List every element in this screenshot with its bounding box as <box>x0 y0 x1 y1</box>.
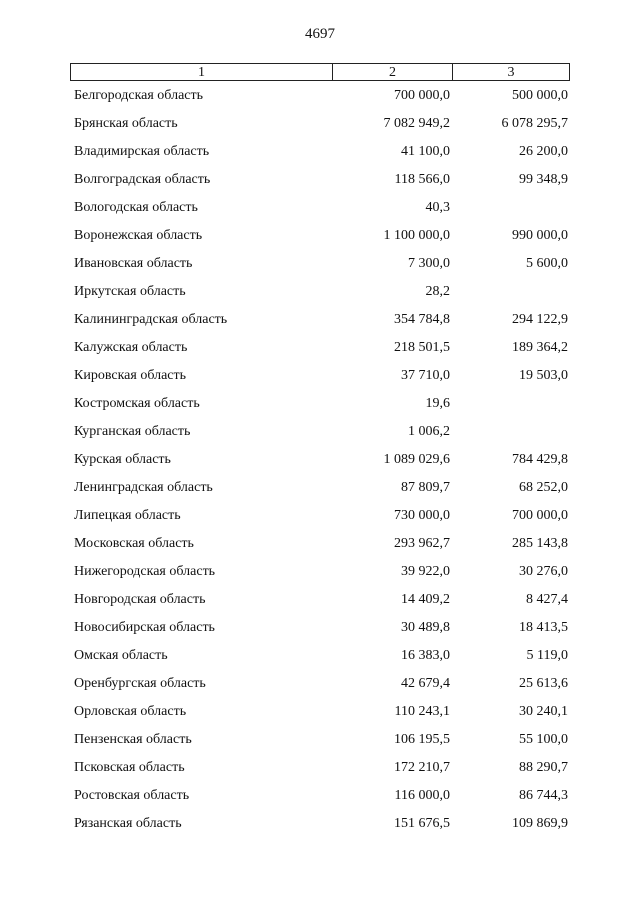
value-col-2: 354 784,8 <box>394 312 450 327</box>
value-col-3: 8 427,4 <box>526 592 568 607</box>
value-col-2: 293 962,7 <box>394 536 450 551</box>
table-row <box>70 782 570 810</box>
value-col-3: 30 276,0 <box>519 564 568 579</box>
value-col-3: 784 429,8 <box>512 452 568 467</box>
value-col-3: 700 000,0 <box>512 508 568 523</box>
value-col-2: 151 676,5 <box>394 816 450 831</box>
column-header-1: 1 <box>71 64 333 80</box>
table-row <box>70 306 570 334</box>
table-row <box>70 390 570 418</box>
value-col-2: 16 383,0 <box>401 648 450 663</box>
value-col-3: 99 348,9 <box>519 172 568 187</box>
region-name: Калужская область <box>74 340 188 355</box>
page-number: 4697 <box>305 26 335 42</box>
region-name: Калининградская область <box>74 312 228 327</box>
value-col-3: 285 143,8 <box>512 536 568 551</box>
value-col-2: 1 089 029,6 <box>383 452 450 467</box>
value-col-3: 19 503,0 <box>519 368 568 383</box>
table-row <box>70 586 570 614</box>
value-col-2: 30 489,8 <box>401 620 450 635</box>
value-col-3: 5 119,0 <box>526 648 568 663</box>
value-col-2: 14 409,2 <box>401 592 450 607</box>
value-col-2: 218 501,5 <box>394 340 450 355</box>
value-col-2: 700 000,0 <box>394 88 450 103</box>
value-col-3: 18 413,5 <box>519 620 568 635</box>
value-col-2: 39 922,0 <box>401 564 450 579</box>
value-col-3: 294 122,9 <box>512 312 568 327</box>
table-row <box>70 334 570 362</box>
value-col-3: 25 613,6 <box>519 676 568 691</box>
value-col-2: 87 809,7 <box>401 480 450 495</box>
value-col-3: 88 290,7 <box>519 760 568 775</box>
region-name: Ивановская область <box>74 256 193 271</box>
value-col-3: 26 200,0 <box>519 144 568 159</box>
region-name: Оренбургская область <box>74 676 206 691</box>
value-col-3: 30 240,1 <box>519 704 568 719</box>
value-col-2: 40,3 <box>425 200 450 215</box>
value-col-2: 7 300,0 <box>408 256 450 271</box>
column-header-2: 2 <box>333 64 453 80</box>
table-row <box>70 446 570 474</box>
value-col-2: 28,2 <box>425 284 450 299</box>
table-row <box>70 670 570 698</box>
value-col-2: 7 082 949,2 <box>383 116 450 131</box>
table-body <box>70 82 570 838</box>
value-col-2: 1 100 000,0 <box>383 228 450 243</box>
region-name: Воронежская область <box>74 228 203 243</box>
value-col-2: 730 000,0 <box>394 508 450 523</box>
region-name: Рязанская область <box>74 816 182 831</box>
value-col-2: 41 100,0 <box>401 144 450 159</box>
table-row <box>70 698 570 726</box>
table-row <box>70 754 570 782</box>
value-col-3: 990 000,0 <box>512 228 568 243</box>
region-name: Новгородская область <box>74 592 206 607</box>
table-row <box>70 194 570 222</box>
table-row <box>70 502 570 530</box>
region-name: Орловская область <box>74 704 187 719</box>
region-name: Псковская область <box>74 760 185 775</box>
region-name: Ростовская область <box>74 788 190 803</box>
value-col-2: 118 566,0 <box>394 172 450 187</box>
value-col-2: 19,6 <box>425 396 450 411</box>
region-name: Иркутская область <box>74 284 186 299</box>
value-col-3: 109 869,9 <box>512 816 568 831</box>
table-row <box>70 250 570 278</box>
value-col-2: 106 195,5 <box>394 732 450 747</box>
table-row <box>70 278 570 306</box>
value-col-3: 68 252,0 <box>519 480 568 495</box>
region-name: Новосибирская область <box>74 620 215 635</box>
value-col-3: 5 600,0 <box>526 256 568 271</box>
region-name: Московская область <box>74 536 194 551</box>
table-row <box>70 110 570 138</box>
table-row <box>70 642 570 670</box>
region-name: Костромская область <box>74 396 200 411</box>
region-name: Омская область <box>74 648 168 663</box>
value-col-2: 116 000,0 <box>394 788 450 803</box>
value-col-2: 37 710,0 <box>401 368 450 383</box>
value-col-3: 189 364,2 <box>512 340 568 355</box>
table-row <box>70 166 570 194</box>
table-row <box>70 222 570 250</box>
region-name: Курганская область <box>74 424 191 439</box>
table-row <box>70 362 570 390</box>
value-col-2: 1 006,2 <box>408 424 450 439</box>
value-col-3: 86 744,3 <box>519 788 568 803</box>
value-col-3: 500 000,0 <box>512 88 568 103</box>
region-name: Белгородская область <box>74 88 204 103</box>
table-row <box>70 810 570 838</box>
region-name: Пензенская область <box>74 732 192 747</box>
region-name: Вологодская область <box>74 200 198 215</box>
table-row <box>70 474 570 502</box>
column-header-3: 3 <box>507 65 515 80</box>
table-row <box>70 726 570 754</box>
region-name: Липецкая область <box>74 508 181 523</box>
region-name: Владимирская область <box>74 144 210 159</box>
table-row <box>70 418 570 446</box>
region-name: Ленинградская область <box>74 480 213 495</box>
table-row <box>70 558 570 586</box>
region-name: Брянская область <box>74 116 178 131</box>
value-col-2: 110 243,1 <box>394 704 450 719</box>
region-name: Волгоградская область <box>74 172 211 187</box>
value-col-3: 6 078 295,7 <box>501 116 568 131</box>
table-row <box>70 614 570 642</box>
value-col-3: 55 100,0 <box>519 732 568 747</box>
table-row <box>70 530 570 558</box>
value-col-2: 42 679,4 <box>401 676 450 691</box>
table-row <box>70 138 570 166</box>
table-row <box>70 82 570 110</box>
region-name: Кировская область <box>74 368 187 383</box>
table-header <box>70 63 570 81</box>
region-name: Нижегородская область <box>74 564 216 579</box>
region-name: Курская область <box>74 452 171 467</box>
value-col-2: 172 210,7 <box>394 760 450 775</box>
